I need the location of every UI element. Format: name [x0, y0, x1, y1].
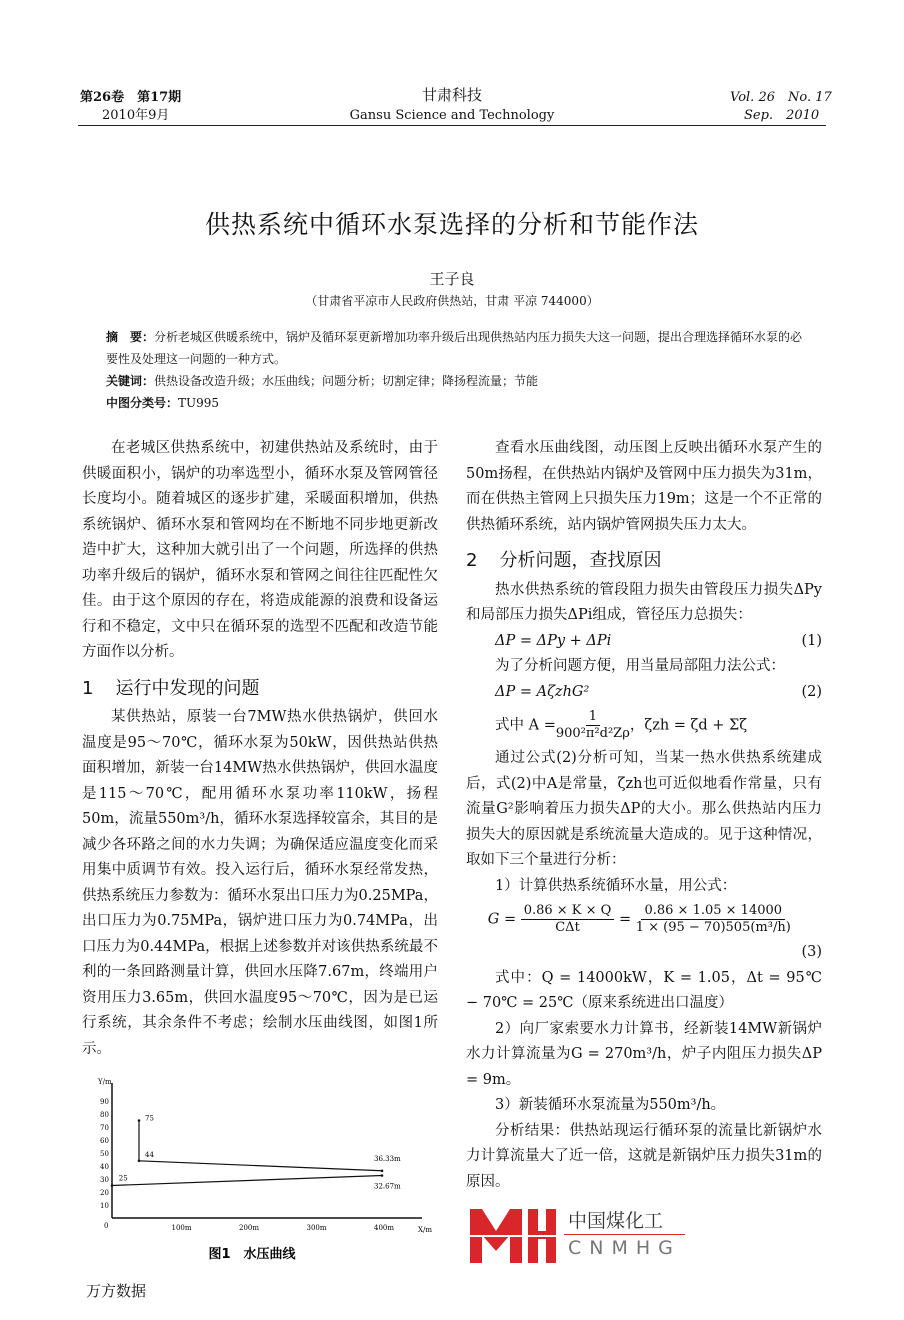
section-number: 1 — [82, 677, 94, 699]
equation-where — [466, 709, 822, 742]
journal-en: Gansu Science and Technology — [349, 108, 555, 123]
equation-1 — [466, 629, 822, 655]
water-pressure-chart — [82, 1070, 438, 1266]
footer-source: 万方数据 — [86, 1282, 147, 1300]
y-tick-label: 30 — [100, 1176, 109, 1184]
y-tick-label: 80 — [100, 1111, 109, 1119]
equation-3: G = $\frac{0.86 \times K \times Q}{\text{CΔt}}$ = $\frac{0.86 \times 1.05 \times 14000}{\text{1 × (95 − 70)505(m³/h)}}$ — [487, 903, 791, 935]
data-point — [381, 1169, 384, 1172]
abstract-block — [106, 326, 806, 414]
numerator: 0.86 × K × Q — [521, 903, 615, 920]
keywords-text: 供热设备改造升级；水压曲线；问题分析；切割定律；降扬程流量；节能 — [154, 374, 539, 388]
abstract — [106, 326, 806, 370]
equation-3-number: (3) — [801, 944, 822, 960]
abstract-text: 分析老城区供暖系统中，锅炉及循环泵更新增加功率升级后出现供热站内压力损失大这一问题，提出合理选择循环水泵的必要性及处理这一问题的一种方式。 — [106, 330, 803, 366]
series-line-return — [112, 1176, 382, 1186]
data-label: 75 — [145, 1114, 154, 1123]
y-tick-label: 70 — [100, 1124, 109, 1132]
paragraph: 为了分析问题方便，用当量局部阻力法公式： — [495, 658, 785, 674]
x-tick-label: 300m — [306, 1224, 327, 1232]
data-point — [111, 1184, 114, 1187]
section-title: 分析问题，查找原因 — [499, 550, 662, 571]
affiliation: （甘肃省平凉市人民政府供热站，甘肃 平凉 744000） — [305, 294, 599, 308]
origin-label: 0 — [104, 1222, 109, 1230]
right-column — [466, 436, 822, 1266]
data-point — [381, 1174, 384, 1177]
date-cn: 2010年9月 — [102, 108, 170, 123]
data-point — [138, 1119, 141, 1122]
data-point — [138, 1160, 141, 1163]
watermark — [466, 1205, 822, 1263]
left-column — [82, 436, 438, 1266]
abstract-label: 摘 要： — [106, 330, 155, 344]
paragraph: 某供热站，原装一台7MW热水供热锅炉，供回水温度是95～70℃，循环水泵为50kW，因供热站供热面积增加，新装一台14MW热水供热锅炉，供回水温度是115～70℃，配用循环水泵功率110kW，扬程50m，流量550m³/h，循环水泵选择较富余，其目的是减少各环路之间的水力失调；为确保适应温度变化而采用集中质调节有效。投入运行后，循环水泵经常发热，供热系统压力参数为：循环水泵出口压力为0.25MPa，出口压力为0.75MPa，锅炉进口压力为0.74MPa，出口压力为0.44MPa，根据上述参数并对该供热系统最不利的一条回路测量计算，供回水压降7.67m，终端用户资用压力3.65m，供回水温度95～70℃，因为是已运行系统，其余条件不考虑；绘制水压曲线图，如图1所示。 — [82, 709, 438, 1057]
numerator: 1 — [586, 709, 600, 726]
section-2-heading — [466, 548, 822, 574]
denominator: 900²π²d²Zρ — [555, 726, 630, 741]
keywords-label: 关键词： — [106, 374, 155, 388]
keywords — [106, 370, 806, 392]
class-text: TU995 — [178, 396, 220, 410]
section-1-heading — [82, 676, 438, 702]
y-tick-label: 10 — [100, 1202, 109, 1210]
equation-text: ，ζzh = ζd + Σζ — [629, 717, 748, 734]
x-tick-label: 400m — [374, 1224, 394, 1232]
equation-text: ΔP = AζzhG² — [495, 683, 590, 700]
equation-text: ΔP = ΔPy + ΔPi — [495, 632, 612, 649]
equation-text: 式中 A = — [495, 717, 556, 734]
denominator: CΔt — [555, 920, 580, 935]
data-label: 32.67m — [374, 1182, 401, 1191]
data-label: 36.33m — [374, 1154, 401, 1163]
paragraph: 通过公式(2)分析可知，当某一热水供热系统建成后，式(2)中A是常量，ζzh也可近似地看作常量，只有流量G²影响着压力损失ΔP的大小。那么供热站内压力损失大的原因就是系统流量大造成的。见于这种情况，取如下三个量进行分析： — [466, 750, 822, 868]
equation-number: (1) — [801, 632, 822, 649]
section-number: 2 — [466, 550, 478, 571]
date-en: Sep. 2010 — [744, 108, 820, 123]
classification — [106, 392, 806, 414]
paragraph: 在老城区供热系统中，初建供热站及系统时，由于供暖面积小，锅炉的功率选型小，循环水泵及管网管径长度均小。随着城区的逐步扩建，采暖面积增加，供热系统锅炉、循环水泵和管网均在不断地不同步地更新改造中扩大，这种加大就引出了一个问题，所选择的供热功率升级后的锅炉，循环水泵和管网之间往往匹配性欠佳。由于这个原因的存在，将造成能源的浪费和设备运行和不稳定，文中只在循环泵的选型不匹配和改造节能方面作以分析。 — [82, 440, 438, 660]
paragraph: 2）向厂家索要水力计算书，经新装14MW新锅炉水力计算流量为G = 270m³/h，炉子内阻压力损失ΔP = 9m。 — [466, 1020, 822, 1088]
equation-2 — [466, 680, 822, 706]
y-tick-label: 90 — [100, 1098, 109, 1106]
paragraph: 3）新装循环水泵流量为550m³/h。 — [495, 1097, 726, 1113]
watermark-cn: 中国煤化工 — [564, 1208, 685, 1235]
paper-title: 供热系统中循环水泵选择的分析和节能作法 — [204, 210, 699, 239]
equation-text: G = — [487, 911, 517, 928]
body-columns — [82, 436, 904, 1266]
cnmhg-logo-icon — [466, 1205, 556, 1263]
x-tick-label: 200m — [239, 1224, 259, 1232]
header-rule — [78, 125, 826, 126]
paragraph: 查看水压曲线图，动压图上反映出循环水泵产生的50m扬程，在供热站内锅炉及管网中压力损失为31m，而在供热主管网上只损失压力19m；这是一个不正常的供热循环系统，站内锅炉管网损失压力太大。 — [466, 440, 822, 533]
volume-cn: 第26卷 第17期 — [80, 90, 182, 105]
y-tick-label: 40 — [100, 1163, 109, 1171]
x-axis-label: X/m — [418, 1226, 432, 1234]
y-tick-label: 50 — [100, 1150, 109, 1158]
class-label: 中图分类号： — [106, 396, 179, 410]
paragraph: 1）计算供热系统循环水量，用公式： — [495, 877, 737, 894]
data-label: 44 — [145, 1150, 154, 1159]
author: 王子良 — [429, 270, 475, 288]
paragraph: 式中：Q = 14000kW，K = 1.05，Δt = 95℃ − 70℃ = 25℃（原来系统进出口温度） — [466, 969, 822, 1011]
equation-number: (2) — [801, 683, 822, 700]
numerator: 0.86 × 1.05 × 14000 — [641, 903, 785, 920]
y-axis-label: Y/m — [98, 1078, 112, 1086]
x-tick-label: 100m — [171, 1224, 192, 1232]
section-title: 运行中发现的问题 — [115, 677, 260, 699]
series-line-supply — [139, 1121, 382, 1171]
y-tick-label: 60 — [100, 1137, 109, 1145]
watermark-en: CNMHG — [568, 1236, 681, 1259]
chart-title: 图1 水压曲线 — [208, 1247, 296, 1262]
journal-cn: 甘肃科技 — [421, 86, 482, 104]
data-label: 25 — [118, 1174, 128, 1183]
paragraph: 热水供热系统的管段阻力损失由管段压力损失ΔPy和局部压力损失ΔPi组成，管径压力总损失： — [466, 581, 822, 623]
watermark-text — [564, 1208, 685, 1261]
y-tick-label: 20 — [100, 1189, 109, 1197]
denominator: 1 × (95 − 70)505(m³/h) — [635, 920, 791, 935]
paragraph: 分析结果：供热站现运行循环泵的流量比新锅炉水力计算流量大了近一倍，这就是新锅炉压力损失31m的原因。 — [466, 1122, 822, 1190]
volume-en: Vol. 26 No. 17 — [730, 90, 832, 105]
